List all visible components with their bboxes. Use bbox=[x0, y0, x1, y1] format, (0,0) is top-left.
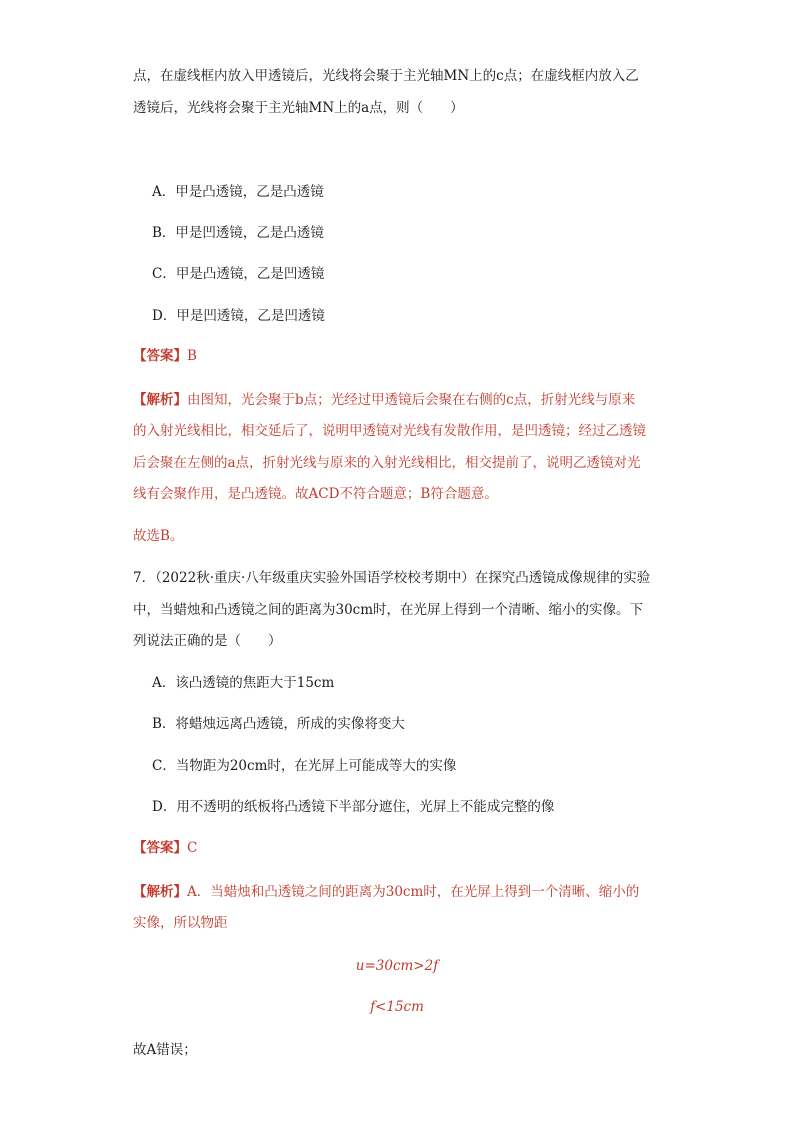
q7-answer-tag: 【答案】 bbox=[133, 840, 187, 856]
q6-analysis-tag: 【解析】 bbox=[133, 392, 187, 408]
q6-answer-value: B bbox=[187, 348, 197, 364]
q6-option-d: D．甲是凹透镜，乙是凹透镜 bbox=[152, 308, 325, 324]
q6-option-a: A．甲是凸透镜，乙是凸透镜 bbox=[152, 184, 324, 200]
q7-answer bbox=[133, 838, 197, 858]
q7-analysis-line1 bbox=[133, 882, 639, 902]
q7-formula-1: u=30cm>2f bbox=[355, 958, 439, 974]
q7-formula-2: f<15cm bbox=[370, 999, 424, 1015]
q7-option-d: D．用不透明的纸板将凸透镜下半部分遮住，光屏上不能成完整的像 bbox=[152, 799, 555, 815]
q6-stem-line2: 透镜后，光线将会聚于主光轴MN上的a点，则（ ） bbox=[133, 100, 464, 116]
q6-analysis-line2: 的入射光线相比，相交延后了，说明甲透镜对光线有发散作用，是凹透镜；经过乙透镜 bbox=[133, 423, 646, 439]
q7-analysis-text1: A．当蜡烛和凸透镜之间的距离为30cm时，在光屏上得到一个清晰、缩小的 bbox=[187, 884, 640, 900]
q6-conclusion: 故选B。 bbox=[133, 528, 184, 544]
q6-answer bbox=[133, 346, 197, 366]
q7-stem-line1: 7．（2022秋·重庆·八年级重庆实验外国语学校校考期中）在探究凸透镜成像规律的实验 bbox=[133, 570, 651, 586]
q6-analysis-line4: 线有会聚作用，是凸透镜。故ACD不符合题意；B符合题意。 bbox=[133, 486, 498, 502]
q6-option-c: C．甲是凸透镜，乙是凹透镜 bbox=[152, 266, 325, 282]
q7-option-c: C．当物距为20cm时，在光屏上可能成等大的实像 bbox=[152, 758, 457, 774]
q7-answer-value: C bbox=[187, 840, 198, 856]
q7-analysis-tag: 【解析】 bbox=[133, 884, 187, 900]
q6-analysis-text1: 由图知，光会聚于b点；光经过甲透镜后会聚在右侧的c点，折射光线与原来 bbox=[187, 392, 636, 408]
q6-stem-line1: 点，在虚线框内放入甲透镜后，光线将会聚于主光轴MN上的c点；在虚线框内放入乙 bbox=[133, 68, 639, 84]
q7-conclusion: 故A错误； bbox=[133, 1042, 197, 1058]
q7-option-b: B．将蜡烛远离凸透镜，所成的实像将变大 bbox=[152, 716, 405, 732]
q6-analysis-line1 bbox=[133, 390, 635, 410]
q7-analysis-line2: 实像，所以物距 bbox=[133, 915, 228, 931]
q6-option-b: B．甲是凹透镜，乙是凸透镜 bbox=[152, 225, 324, 241]
q6-analysis-line3: 后会聚在左侧的a点，折射光线与原来的入射光线相比，相交提前了，说明乙透镜对光 bbox=[133, 455, 641, 471]
q7-stem-line2: 中，当蜡烛和凸透镜之间的距离为30cm时，在光屏上得到一个清晰、缩小的实像。下 bbox=[133, 602, 644, 618]
q7-stem-line3: 列说法正确的是（ ） bbox=[133, 633, 282, 649]
q7-option-a: A．该凸透镜的焦距大于15cm bbox=[152, 675, 335, 691]
q6-answer-tag: 【答案】 bbox=[133, 348, 187, 364]
